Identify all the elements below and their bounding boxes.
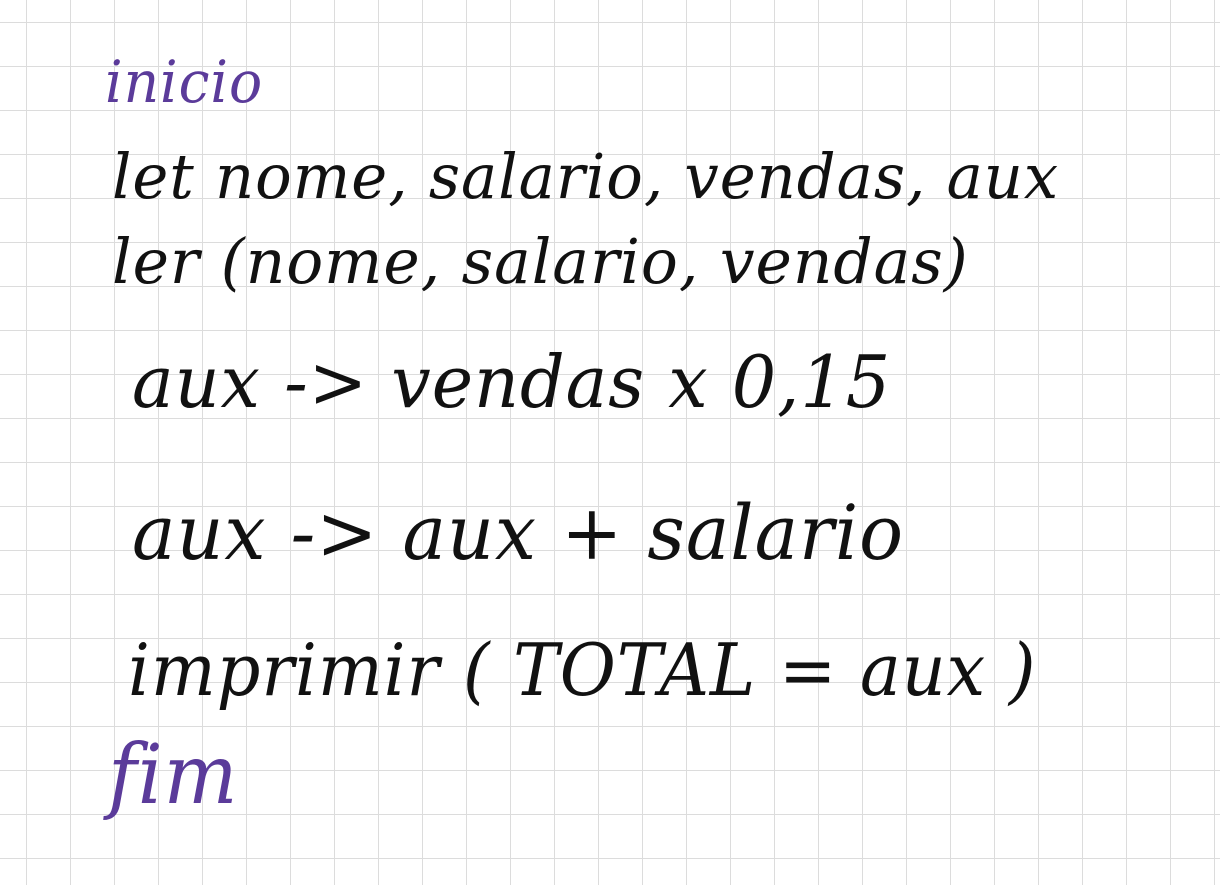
variable-declaration-line: let nome, salario, vendas, aux xyxy=(112,140,1060,213)
total-calculation-line: aux -> aux + salario xyxy=(132,488,905,577)
print-output-line: imprimir ( TOTAL = aux ) xyxy=(128,628,1037,712)
algorithm-end-line: fim xyxy=(108,728,239,823)
read-input-line: ler (nome, salario, vendas) xyxy=(112,225,969,298)
commission-calculation-line: aux -> vendas x 0,15 xyxy=(132,340,892,424)
algorithm-start-line: inicio xyxy=(105,48,264,116)
